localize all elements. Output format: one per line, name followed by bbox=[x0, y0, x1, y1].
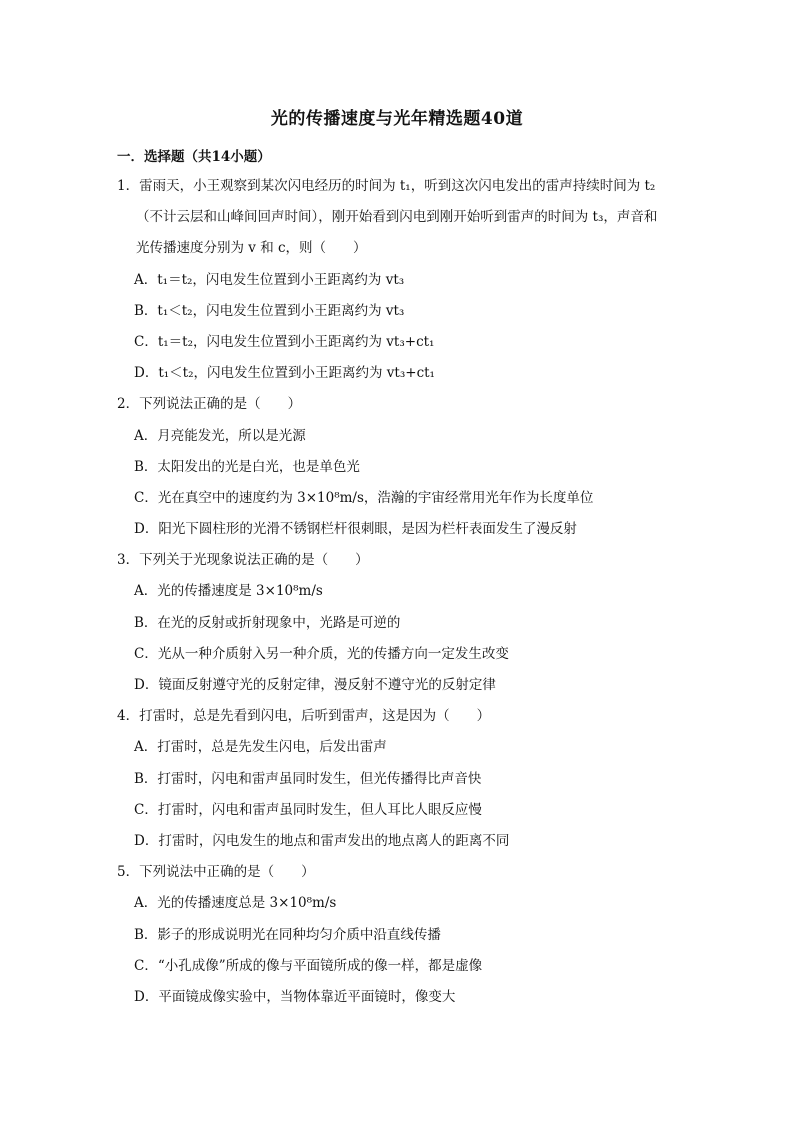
q4-option-a: A．打雷时，总是先发生闪电，后发出雷声 bbox=[134, 739, 387, 756]
q1-stem-line2: （不计云层和山峰间回声时间），刚开始看到闪电到刚开始听到雷声的时间为 t₃，声音和 bbox=[136, 209, 658, 226]
q4-option-d: D．打雷时，闪电发生的地点和雷声发出的地点离人的距离不同 bbox=[134, 832, 510, 849]
document-title: 光的传播速度与光年精选题40道 bbox=[270, 109, 524, 129]
q1-option-d: D．t₁＜t₂，闪电发生位置到小王距离约为 vt₃+ct₁ bbox=[134, 365, 435, 382]
q1-option-c: C．t₁＝t₂，闪电发生位置到小王距离约为 vt₃+ct₁ bbox=[134, 333, 435, 350]
section-heading: 一．选择题（共14小题） bbox=[117, 149, 271, 165]
q4-stem: 4．打雷时，总是先看到闪电，后听到雷声，这是因为（ ） bbox=[117, 708, 491, 725]
q2-stem: 2．下列说法正确的是（ ） bbox=[117, 396, 302, 413]
q1-stem-line3: 光传播速度分别为 v 和 c，则（ ） bbox=[136, 240, 367, 257]
q3-option-b: B．在光的反射或折射现象中，光路是可逆的 bbox=[134, 614, 401, 631]
q3-option-c: C．光从一种介质射入另一种介质，光的传播方向一定发生改变 bbox=[134, 645, 509, 662]
q5-option-b: B．影子的形成说明光在同种均匀介质中沿直线传播 bbox=[134, 926, 441, 943]
q2-option-a: A．月亮能发光，所以是光源 bbox=[134, 427, 306, 444]
q3-option-d: D．镜面反射遵守光的反射定律，漫反射不遵守光的反射定律 bbox=[134, 677, 496, 693]
q1-option-b: B．t₁＜t₂，闪电发生位置到小王距离约为 vt₃ bbox=[134, 302, 405, 319]
question-list bbox=[117, 171, 677, 1013]
q4-option-c: C．打雷时，闪电和雷声虽同时发生，但人耳比人眼反应慢 bbox=[134, 801, 482, 818]
q3-option-a: A．光的传播速度是 3×10⁸m/s bbox=[134, 583, 323, 600]
q2-option-c: C．光在真空中的速度约为 3×10⁸m/s，浩瀚的宇宙经常用光年作为长度单位 bbox=[134, 489, 594, 506]
q4-option-b: B．打雷时，闪电和雷声虽同时发生，但光传播得比声音快 bbox=[134, 770, 482, 787]
q2-option-b: B．太阳发出的光是白光，也是单色光 bbox=[134, 458, 360, 475]
q1-stem-line1: 1．雷雨天，小王观察到某次闪电经历的时间为 t₁，听到这次闪电发出的雷声持续时间为 t₂ bbox=[117, 178, 656, 194]
q5-option-d: D．平面镜成像实验中，当物体靠近平面镜时，像变大 bbox=[134, 988, 456, 1005]
q5-option-c: C．“小孔成像”所成的像与平面镜所成的像一样，都是虚像 bbox=[134, 957, 483, 974]
q5-stem: 5．下列说法中正确的是（ ） bbox=[117, 864, 315, 881]
q2-option-d: D．阳光下圆柱形的光滑不锈钢栏杆很刺眼，是因为栏杆表面发生了漫反射 bbox=[134, 521, 577, 538]
q1-option-a: A．t₁＝t₂，闪电发生位置到小王距离约为 vt₃ bbox=[134, 271, 405, 288]
q5-option-a: A．光的传播速度总是 3×10⁸m/s bbox=[134, 895, 337, 912]
q3-stem: 3．下列关于光现象说法正确的是（ ） bbox=[117, 552, 369, 569]
